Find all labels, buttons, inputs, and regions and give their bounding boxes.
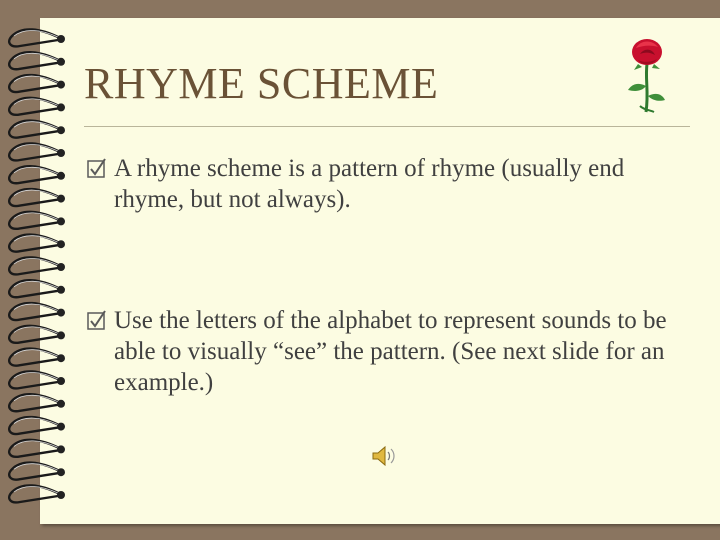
spiral-coil	[9, 303, 65, 320]
spiral-coil	[9, 235, 65, 252]
bullet-text: Use the letters of the alphabet to represent sounds to be able to visually “see” the pattern. (See next slide for an example.)	[114, 307, 667, 396]
rose-icon	[618, 34, 674, 116]
spiral-coil	[9, 280, 65, 297]
spiral-coil	[9, 75, 65, 92]
spiral-coil	[9, 143, 65, 160]
spiral-coil	[9, 98, 65, 115]
bullet-item	[86, 153, 686, 215]
speaker-icon[interactable]	[370, 444, 398, 468]
spiral-coil	[9, 485, 65, 502]
spiral-coil	[9, 29, 65, 46]
spiral-coil	[9, 349, 65, 366]
spiral-coil	[9, 326, 65, 343]
checkbox-bullet-icon	[86, 157, 108, 179]
spiral-coil	[9, 52, 65, 69]
spiral-coil	[9, 189, 65, 206]
spiral-coil	[9, 417, 65, 434]
spiral-coil	[9, 121, 65, 138]
title-divider	[84, 126, 690, 127]
spiral-coil	[9, 394, 65, 411]
spiral-coil	[9, 440, 65, 457]
spiral-coil	[9, 463, 65, 480]
checkbox-bullet-icon	[86, 309, 108, 331]
spiral-coil	[9, 257, 65, 274]
spiral-coil	[9, 212, 65, 229]
slide-title: RHYME SCHEME	[84, 59, 439, 108]
bullet-text: A rhyme scheme is a pattern of rhyme (usually end rhyme, but not always).	[114, 155, 625, 213]
spiral-coil	[9, 371, 65, 388]
bullet-item	[86, 305, 686, 398]
spiral-coil	[9, 166, 65, 183]
spiral-binding-icon	[0, 0, 80, 540]
